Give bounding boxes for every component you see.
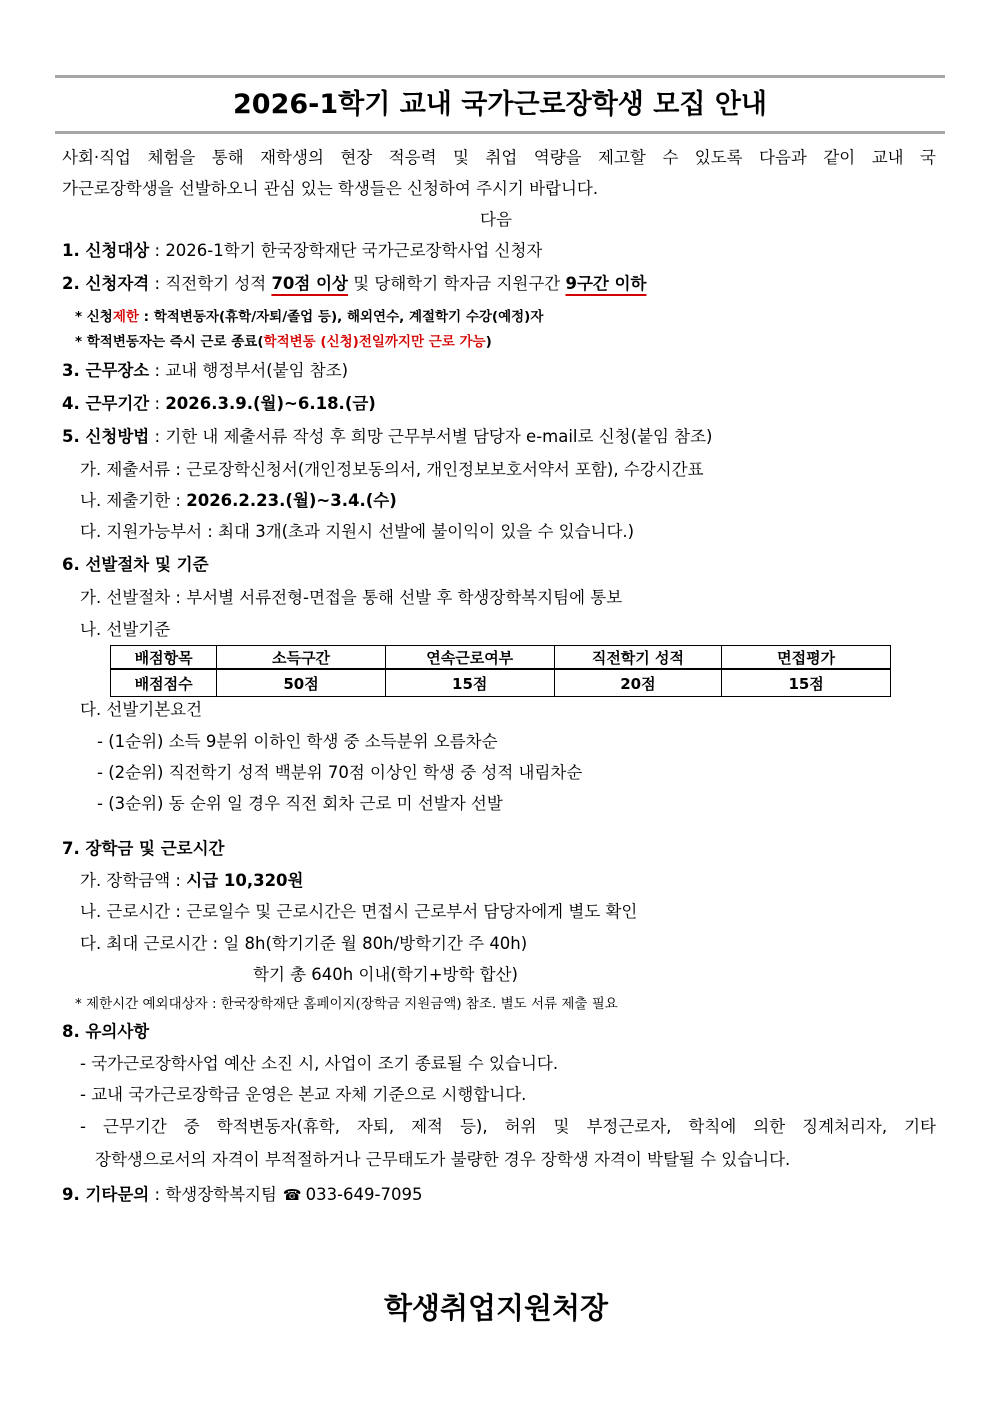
- section-6-b: 나. 선발기준: [80, 620, 171, 639]
- table-cell: 연속근로여부: [385, 646, 554, 670]
- section-1-label: 1. 신청대상: [62, 241, 150, 260]
- section-3-text: 교내 행정부서(붙임 참조): [165, 361, 349, 380]
- section-6-c3: - (3순위) 동 순위 일 경우 직전 회차 근로 미 선발자 선발: [97, 794, 503, 813]
- section-7-c2: 학기 총 640h 이내(학기+방학 합산): [253, 965, 518, 984]
- section-2-sep: :: [149, 274, 166, 293]
- section-3-label: 3. 근무장소: [62, 361, 150, 380]
- next-heading: 다음: [480, 210, 512, 229]
- section-5-b: [80, 490, 397, 512]
- section-2-note-2: [75, 331, 492, 353]
- band-requirement: 9구간 이하: [565, 274, 647, 293]
- table-cell: 소득구간: [217, 646, 386, 670]
- section-8-item-1: - 국가근로장학사업 예산 소진 시, 사업이 조기 종료될 수 있습니다.: [80, 1054, 559, 1073]
- section-1-sep: :: [149, 241, 166, 260]
- work-period: 2026.3.9.(월)~6.18.(금): [165, 394, 376, 413]
- section-9-sep: :: [149, 1185, 166, 1204]
- title-underline-rule: [55, 131, 945, 134]
- contact-team: 학생장학복지팀: [165, 1185, 277, 1204]
- table-cell: 15점: [385, 669, 554, 697]
- note-1-red: 제한: [112, 309, 139, 325]
- section-5-a: 가. 제출서류 : 근로장학신청서(개인정보동의서, 개인정보보호서약서 포함), 수강시간표: [80, 460, 704, 479]
- section-5-label: 5. 신청방법: [62, 427, 150, 446]
- section-6-c2: - (2순위) 직전학기 성적 백분위 70점 이상인 학생 중 성적 내림차순: [97, 763, 583, 782]
- table-cell: 면접평가: [722, 646, 891, 670]
- section-7-label: 7. 장학금 및 근로시간: [62, 839, 225, 858]
- section-5: [62, 426, 712, 448]
- section-3-sep: :: [149, 361, 166, 380]
- section-2-note-1: [75, 306, 543, 328]
- section-3: [62, 360, 348, 382]
- section-5-text: 기한 내 제출서류 작성 후 희망 근무부서별 담당자 e-mail로 신청(붙임 참조): [165, 427, 713, 446]
- table-cell: 직전학기 성적: [554, 646, 722, 670]
- contact-phone: 033-649-7095: [305, 1185, 423, 1204]
- table-cell: 20점: [554, 669, 722, 697]
- note-2-pre: * 학적변동자는 즉시 근로 종료(: [75, 334, 264, 350]
- phone-icon: ☎: [282, 1186, 302, 1204]
- score-table: [110, 645, 891, 697]
- note-2-post: ): [485, 334, 492, 350]
- section-4-label: 4. 근무기간: [62, 394, 150, 413]
- hourly-wage: 시급 10,320원: [186, 871, 304, 890]
- section-2-mid: 및 당해학기 학자금 지원구간: [347, 274, 566, 293]
- section-1-text: 2026-1학기 한국장학재단 국가근로장학사업 신청자: [165, 241, 543, 260]
- table-header-row: [111, 646, 891, 670]
- table-cell: 배점항목: [111, 646, 217, 670]
- table-cell: 50점: [217, 669, 386, 697]
- section-2-pre: 직전학기 성적: [165, 274, 272, 293]
- intro-line-1: 사회·직업 체험을 통해 재학생의 현장 적응력 및 취업 역량을 제고할 수 있도록 다음과 같이 교내 국: [62, 148, 936, 167]
- table-cell: 배점점수: [111, 669, 217, 697]
- note-1-pre: * 신청: [75, 309, 113, 325]
- section-1: [62, 240, 542, 262]
- table-cell: 15점: [722, 669, 891, 697]
- section-5-c: 다. 지원가능부서 : 최대 3개(초과 지원시 선발에 불이익이 있을 수 있습니다.): [80, 522, 635, 541]
- section-5-b-pre: 나. 제출기한 :: [80, 491, 187, 510]
- section-9: [62, 1184, 422, 1206]
- note-2-red: 학적변동 (신청)전일까지만 근로 가능: [263, 334, 486, 350]
- section-2: [62, 273, 646, 295]
- section-4: [62, 393, 376, 415]
- section-6-c: 다. 선발기본요건: [80, 700, 203, 719]
- signature-office: 학생취업지원처장: [383, 1291, 609, 1325]
- grade-requirement: 70점 이상: [271, 274, 348, 293]
- section-8-label: 8. 유의사항: [62, 1022, 150, 1041]
- section-6-label: 6. 선발절차 및 기준: [62, 555, 209, 574]
- section-8-item-3b: 장학생으로서의 자격이 부적절하거나 근무태도가 불량한 경우 장학생 자격이 박탈될 수 있습니다.: [95, 1150, 791, 1169]
- section-7-note: * 제한시간 예외대상자 : 한국장학재단 홈페이지(장학금 지원금액) 참조. 별도 서류 제출 필요: [75, 996, 618, 1012]
- submission-period: 2026.2.23.(월)~3.4.(수): [186, 491, 397, 510]
- section-5-sep: :: [149, 427, 166, 446]
- top-rule: [55, 75, 945, 78]
- section-4-sep: :: [149, 394, 166, 413]
- section-7-c: 다. 최대 근로시간 : 일 8h(학기기준 월 80h/방학기간 주 40h): [80, 934, 528, 953]
- section-7-b: 나. 근로시간 : 근로일수 및 근로시간은 면접시 근로부서 담당자에게 별도 확인: [80, 902, 638, 921]
- table-row: [111, 669, 891, 697]
- section-6-a: 가. 선발절차 : 부서별 서류전형-면접을 통해 선발 후 학생장학복지팀에 통보: [80, 588, 623, 607]
- section-6-c1: - (1순위) 소득 9분위 이하인 학생 중 소득분위 오름차순: [97, 732, 498, 751]
- section-2-label: 2. 신청자격: [62, 274, 150, 293]
- section-8-item-3a: - 근무기간 중 학적변동자(휴학, 자퇴, 제적 등), 허위 및 부정근로자, 학칙에 의한 징계처리자, 기타: [80, 1117, 936, 1136]
- section-9-label: 9. 기타문의: [62, 1185, 150, 1204]
- section-7-a-pre: 가. 장학금액 :: [80, 871, 187, 890]
- section-7-a: [80, 870, 303, 892]
- intro-line-2: 가근로장학생을 선발하오니 관심 있는 학생들은 신청하여 주시기 바랍니다.: [62, 179, 599, 198]
- section-8-item-2: - 교내 국가근로장학금 운영은 본교 자체 기준으로 시행합니다.: [80, 1085, 527, 1104]
- note-1-post: : 학적변동자(휴학/자퇴/졸업 등), 해외연수, 계절학기 수강(예정)자: [138, 309, 544, 325]
- document-title: 2026-1학기 교내 국가근로장학생 모집 안내: [233, 89, 767, 120]
